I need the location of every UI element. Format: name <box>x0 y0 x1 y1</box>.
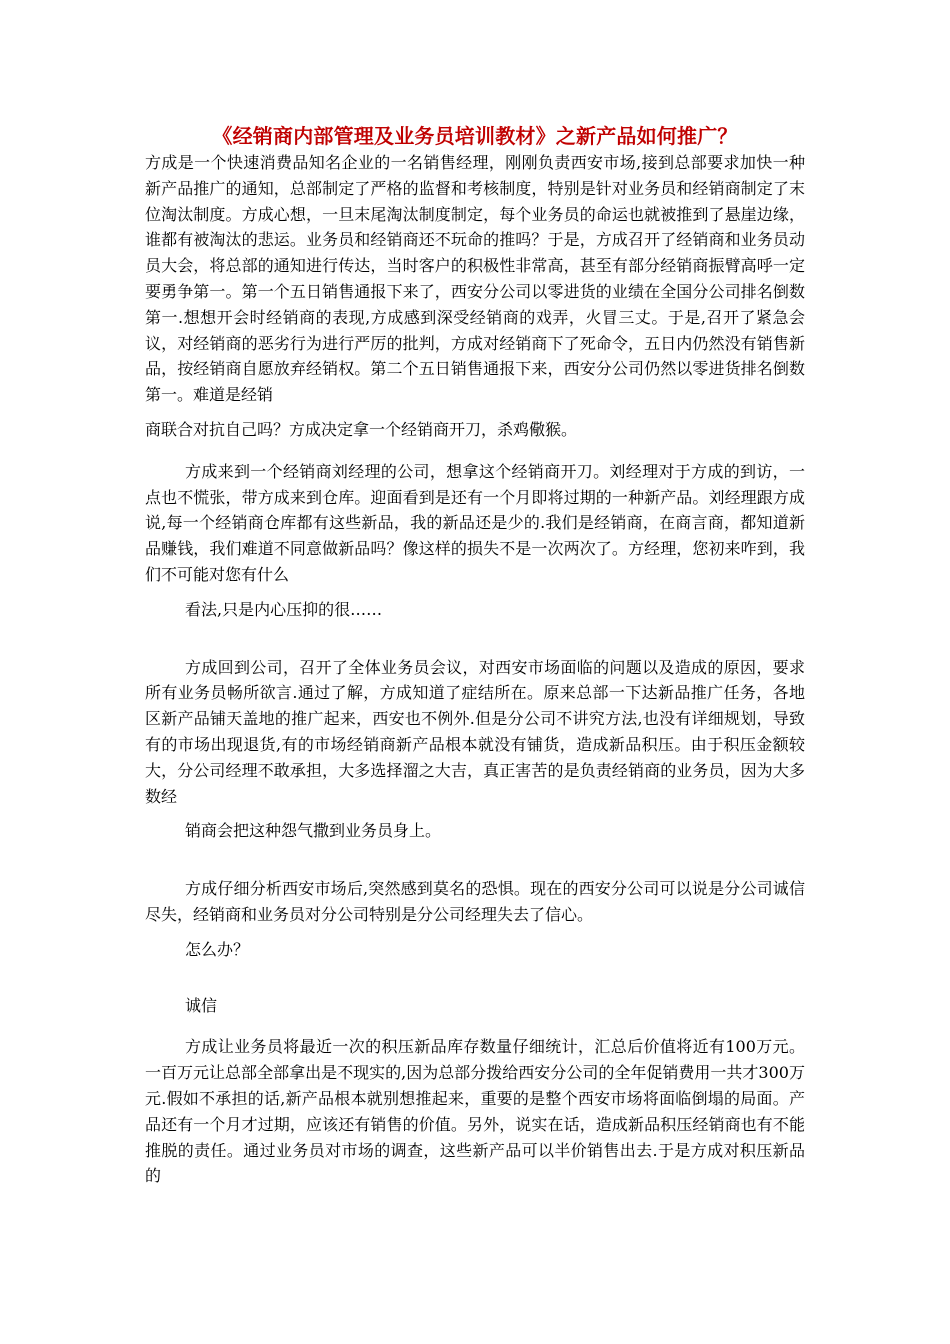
document-title: 《经销商内部管理及业务员培训教材》之新产品如何推广？ <box>212 124 738 148</box>
paragraph-5-text: 方成让业务员将最近一次的积压新品库存数量仔细统计，汇总后价值将近有100万元。一百万元让总部全部拿出是不现实的,因为总部分拨给西安分公司的全年促销费用一共才300万元.假如不承担的话,新产品根本就别想推起来，重要的是整个西安市场将面临倒塌的局面。产品还有一个月才过期，应该还有销售的价值。另外，说实在话，造成新品积压经销商也有不能推脱的责任。通过业务员对市场的调查，这些新产品可以半价销售出去.于是方成对积压新品的 <box>145 1037 805 1186</box>
paragraph-5 <box>145 1034 805 1189</box>
section-heading-integrity <box>145 993 805 1019</box>
paragraph-1-text: 方成是一个快速消费品知名企业的一名销售经理，刚刚负责西安市场,接到总部要求加快一种新产品推广的通知，总部制定了严格的监督和考核制度，特别是针对业务员和经销商制定了末位淘汰制度。方成心想，一旦末尾淘汰制度制定，每个业务员的命运也就被推到了悬崖边缘，谁都有被淘汰的悲运。业务员和经销商还不玩命的推吗？于是，方成召开了经销商和业务员动员大会，将总部的通知进行传达，当时客户的积极性非常高，甚至有部分经销商振臂高呼一定要勇争第一。第一个五日销售通报下来了，西安分公司以零进货的业绩在全国分公司排名倒数第一.想想开会时经销商的表现,方成感到深受经销商的戏弄，火冒三丈。于是,召开了紧急会议，对经销商的恶劣行为进行严厉的批判，方成对经销商下了死命令，五日内仍然没有销售新品，按经销商自愿放弃经销权。第二个五日销售通报下来，西安分公司仍然以零进货排名倒数第一。难道是经销 <box>145 153 805 405</box>
paragraph-3-last-line: 销商会把这种怨气撒到业务员身上。 <box>185 821 442 841</box>
paragraph-4-text: 方成仔细分析西安市场后,突然感到莫名的恐惧。现在的西安分公司可以说是分公司诚信尽失，经销商和业务员对分公司特别是分公司经理失去了信心。 <box>145 879 805 924</box>
section-heading-text: 诚信 <box>185 995 218 1015</box>
paragraph-3 <box>145 655 805 845</box>
document-page <box>145 116 805 1189</box>
paragraph-2 <box>145 459 805 623</box>
paragraph-4 <box>145 876 805 962</box>
paragraph-1-last-line: 商联合对抗自己吗？方成决定拿一个经销商开刀，杀鸡儆猴。 <box>145 419 578 439</box>
paragraph-2-last-line: 看法,只是内心压抑的很…… <box>185 599 383 619</box>
paragraph-3-text: 方成回到公司，召开了全体业务员会议，对西安市场面临的问题以及造成的原因，要求所有业务员畅所欲言.通过了解，方成知道了症结所在。原来总部一下达新品推广任务，各地区新产品铺天盖地的推广起来，西安也不例外.但是分公司不讲究方法,也没有详细规划，导致有的市场出现退货,有的市场经销商新产品根本就没有铺货，造成新品积压。由于积压金额较大，分公司经理不敢承担，大多选择溜之大吉，真正害苦的是负责经销商的业务员，因为大多数经 <box>145 657 805 806</box>
paragraph-4-last-line: 怎么办？ <box>185 939 250 959</box>
paragraph-1 <box>145 150 805 443</box>
paragraph-2-text: 方成来到一个经销商刘经理的公司，想拿这个经销商开刀。刘经理对于方成的到访，一点也不慌张，带方成来到仓库。迎面看到是还有一个月即将过期的一种新产品。刘经理跟方成说,每一个经销商仓库都有这些新品，我的新品还是少的.我们是经销商，在商言商，都知道新品赚钱，我们难道不同意做新品吗？像这样的损失不是一次两次了。方经理，您初来咋到，我们不可能对您有什么 <box>145 461 805 584</box>
